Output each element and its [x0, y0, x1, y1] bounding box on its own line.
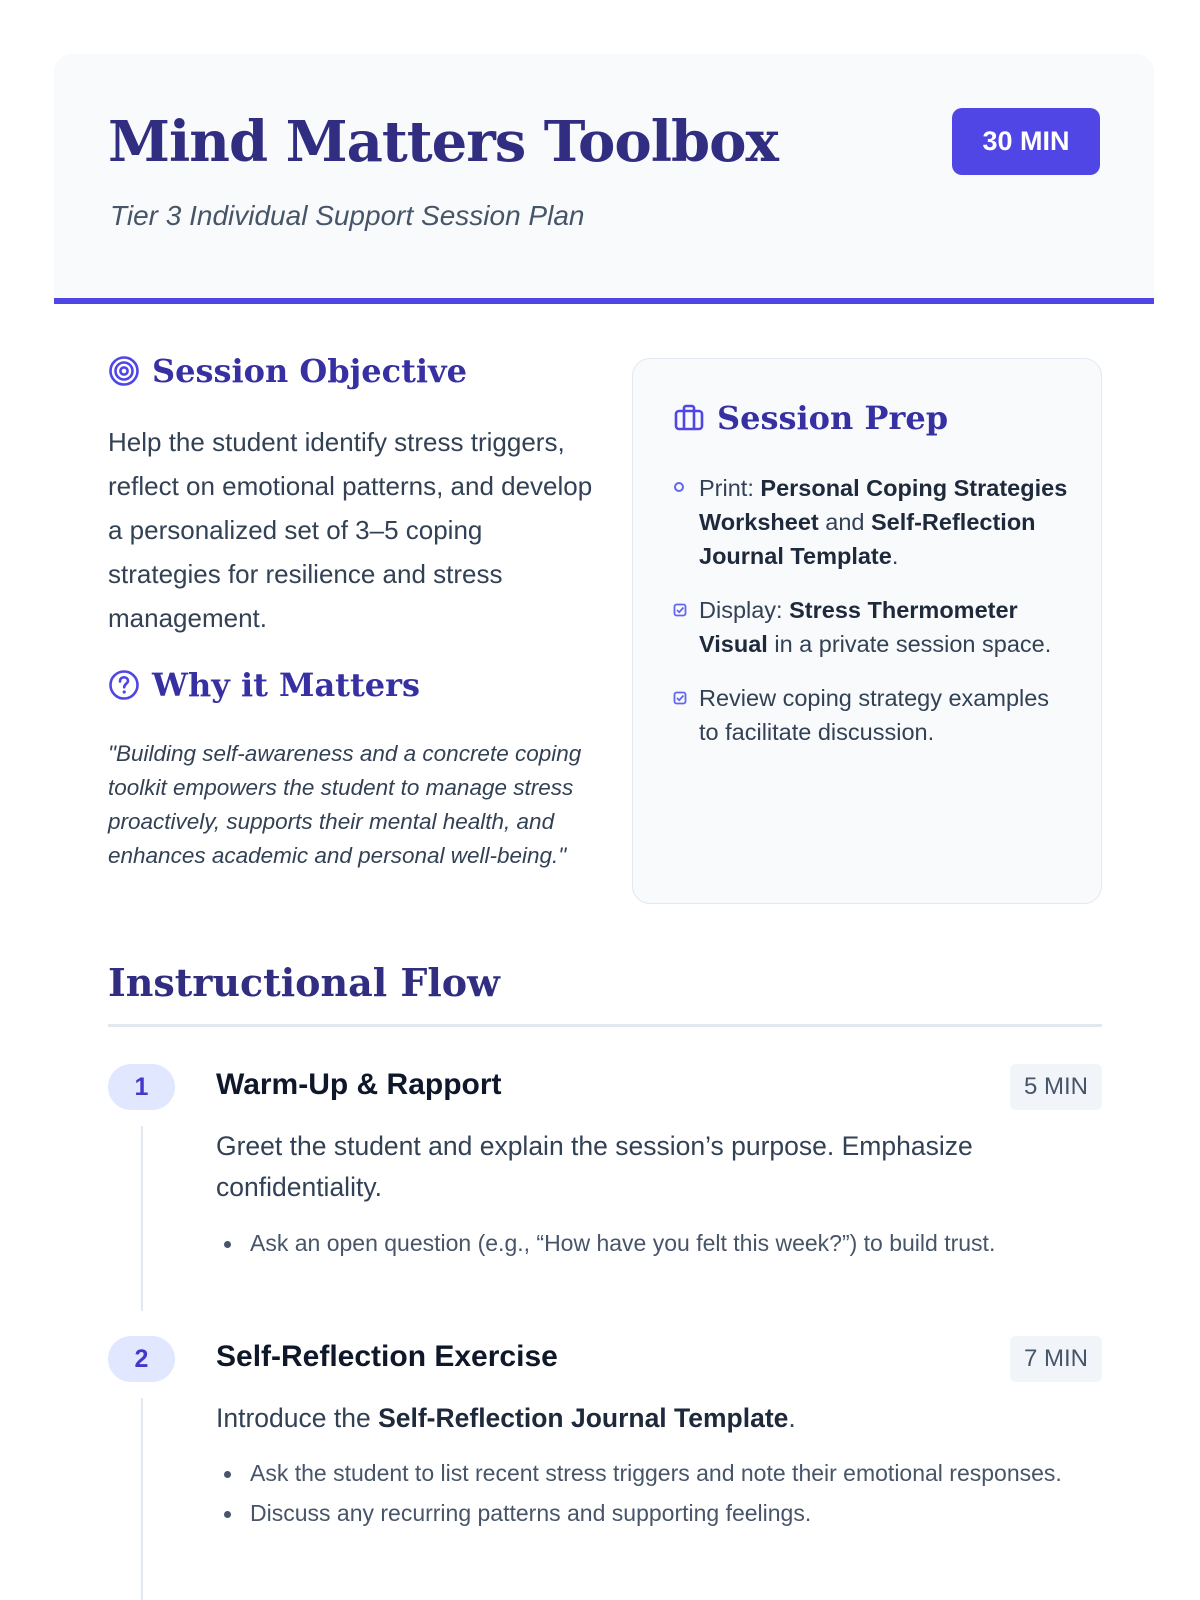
prep-item: [673, 681, 1073, 749]
why-heading-label: Why it Matters: [152, 666, 420, 704]
step-number: 2: [108, 1336, 175, 1382]
flow-heading: Instructional Flow: [108, 960, 500, 1005]
prep-item-lead: Display:: [699, 597, 790, 623]
prep-heading-label: Session Prep: [717, 399, 949, 437]
step-description-lead: Introduce the: [216, 1403, 379, 1433]
flow-divider: [108, 1024, 1102, 1027]
briefcase-icon: [673, 402, 705, 434]
step-connector: [141, 1398, 143, 1600]
step-description: [216, 1398, 1096, 1439]
prep-item: [673, 471, 1073, 573]
step-number: 1: [108, 1064, 175, 1110]
page-title: Mind Matters Toolbox: [108, 109, 778, 175]
step-bullets: [216, 1456, 1096, 1536]
session-prep-card: [632, 358, 1102, 904]
step-description: Greet the student and explain the session’s purpose. Emphasize confidentiality.: [216, 1131, 973, 1202]
check-square-icon: [673, 691, 687, 705]
prep-item-lead: Print:: [699, 475, 761, 501]
flow-step-1: [108, 1064, 1102, 1314]
prep-item: [673, 593, 1073, 661]
step-bullet: Discuss any recurring patterns and supporting feelings.: [216, 1496, 1096, 1530]
step-title: Self-Reflection Exercise: [216, 1340, 558, 1373]
prep-heading: [673, 399, 948, 437]
dot-icon: [673, 481, 685, 493]
objective-heading: [108, 352, 467, 390]
prep-item-bold: Self-Reflection Journal Template: [699, 509, 1036, 569]
step-bullet: Ask the student to list recent stress triggers and note their emotional responses.: [216, 1456, 1096, 1490]
step-description-bold: Self-Reflection Journal Template: [378, 1403, 789, 1433]
step-bullet: Ask an open question (e.g., “How have you felt this week?”) to build trust.: [216, 1226, 1096, 1260]
step-duration-badge: 7 MIN: [1010, 1336, 1102, 1382]
prep-item-bold: Stress Thermometer Visual: [699, 597, 1018, 657]
why-heading: [108, 666, 420, 704]
prep-item-mid: and: [818, 509, 871, 535]
prep-item-tail: in a private session space.: [767, 631, 1052, 657]
duration-badge: 30 MIN: [952, 108, 1100, 175]
step-connector: [141, 1126, 143, 1311]
objective-heading-label: Session Objective: [152, 352, 467, 390]
header-card: [54, 54, 1154, 304]
step-description-tail: .: [788, 1403, 796, 1433]
check-square-icon: [673, 603, 687, 617]
prep-item-tail: .: [891, 543, 899, 569]
why-quote: "Building self-awareness and a concrete coping toolkit empowers the student to manage stress proactively, supports their mental health, and enhances academic and personal well-being.": [108, 741, 582, 868]
prep-list: [673, 471, 1073, 769]
flow-step-2: [108, 1336, 1102, 1600]
step-title: Warm-Up & Rapport: [216, 1068, 502, 1101]
step-duration-badge: 5 MIN: [1010, 1064, 1102, 1110]
prep-item-bold: Personal Coping Strategies Worksheet: [699, 475, 1068, 535]
question-circle-icon: [108, 669, 140, 701]
step-bullets: [216, 1226, 1096, 1266]
page-subtitle: Tier 3 Individual Support Session Plan: [110, 200, 585, 231]
target-icon: [108, 355, 140, 387]
prep-item-text: Review coping strategy examples to facilitate discussion.: [699, 685, 1050, 745]
objective-text: Help the student identify stress triggers, reflect on emotional patterns, and develop a personalized set of 3–5 coping strategies for resilience and stress management.: [108, 427, 593, 633]
